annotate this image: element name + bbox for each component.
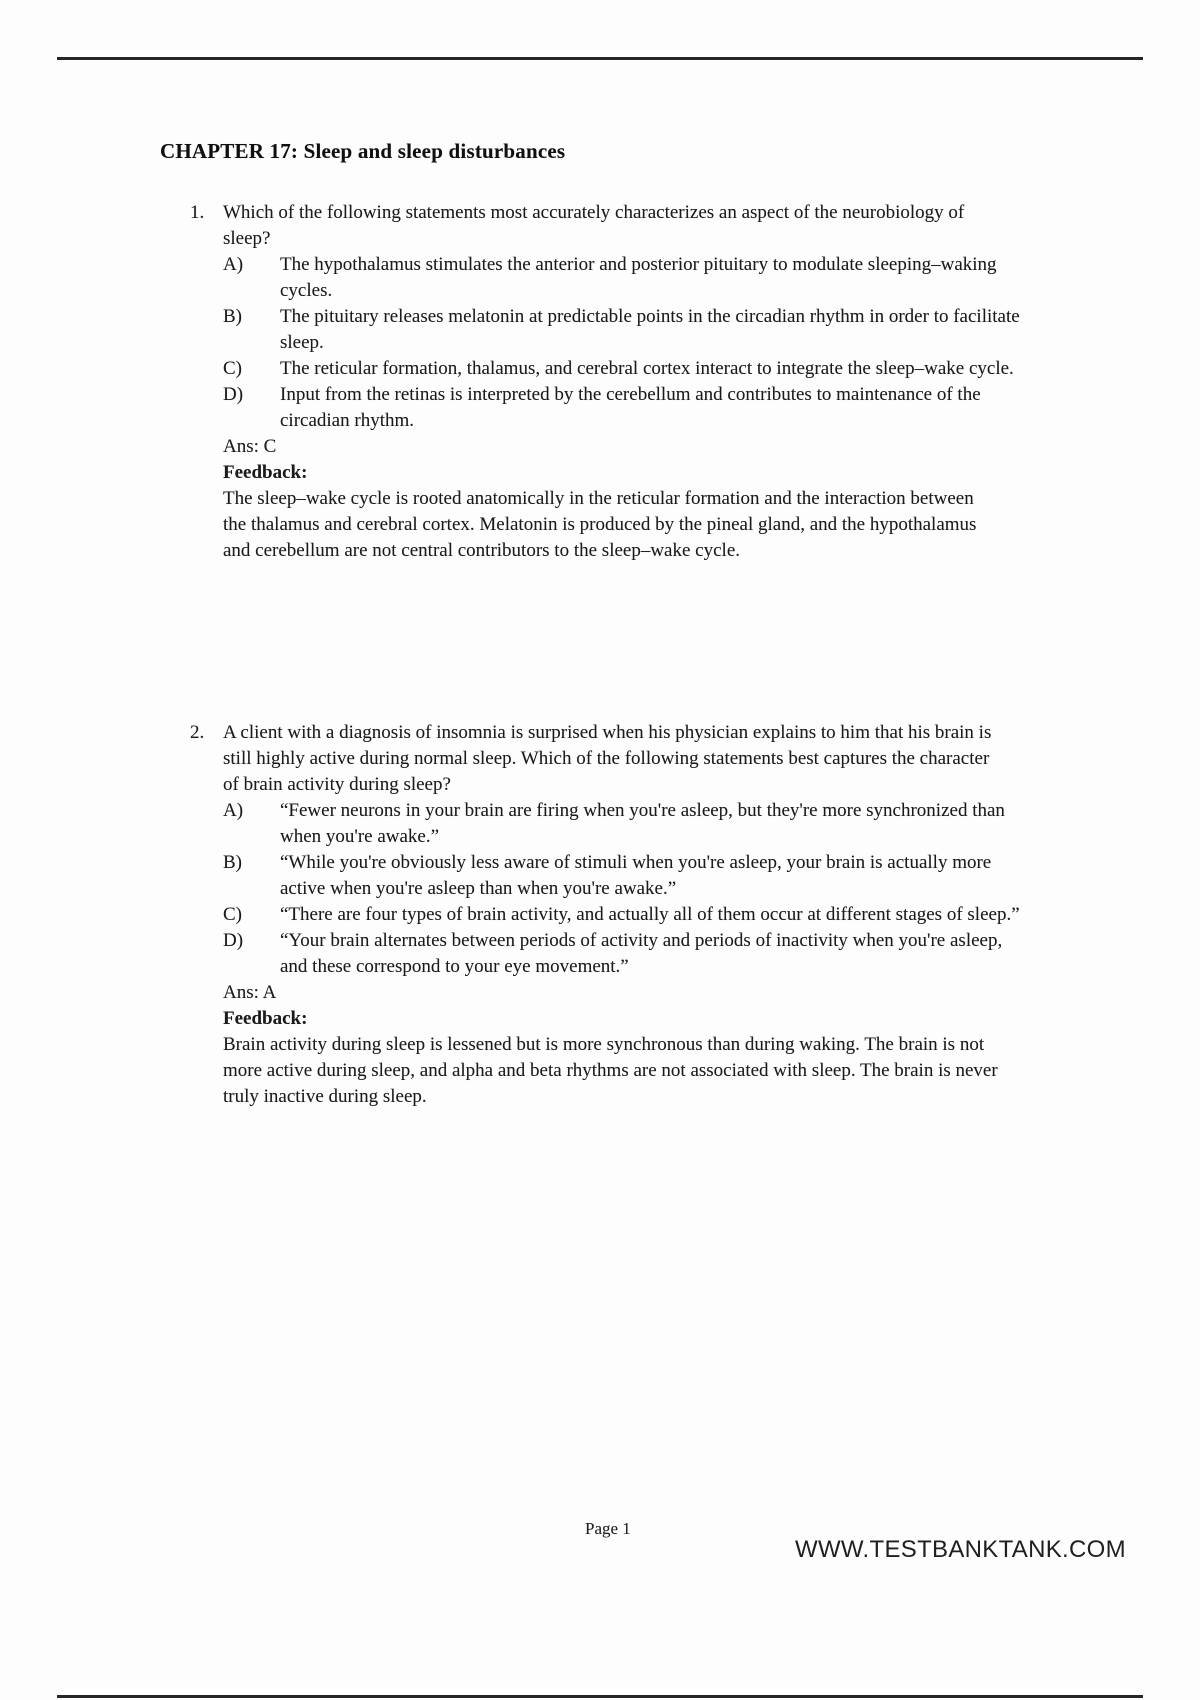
option-letter: A) xyxy=(223,254,244,275)
option-row xyxy=(223,928,1023,980)
header-rule xyxy=(57,57,1143,60)
answer-label: Ans: C xyxy=(223,436,277,457)
question-1 xyxy=(190,200,1023,564)
question-1-body xyxy=(223,200,1023,564)
question-2 xyxy=(190,720,1023,1110)
option-text: “Your brain alternates between periods of activity and periods of inactivity when you're asleep, and these correspond to your eye movement.” xyxy=(280,930,1003,977)
option-row xyxy=(223,356,1023,382)
option-row xyxy=(223,902,1023,928)
option-text: “Fewer neurons in your brain are firing when you're asleep, but they're more synchronized than when you're awake.” xyxy=(280,800,1005,847)
answer-label: Ans: A xyxy=(223,982,277,1003)
option-text: The hypothalamus stimulates the anterior and posterior pituitary to modulate sleeping–waking cycles. xyxy=(280,254,997,301)
question-2-row xyxy=(190,720,1023,1110)
option-letter: C) xyxy=(223,358,242,379)
option-row xyxy=(223,382,1023,434)
feedback-text: The sleep–wake cycle is rooted anatomically in the reticular formation and the interaction between the thalamus and cerebral cortex. Melatonin is produced by the pineal gland, and the hypothalamus and cerebellum are not central contributors to the sleep–wake cycle. xyxy=(223,488,977,561)
watermark-url: WWW.TESTBANKTANK.COM xyxy=(795,1536,1126,1563)
option-text: Input from the retinas is interpreted by the cerebellum and contributes to maintenance of the circadian rhythm. xyxy=(280,384,981,431)
question-1-row xyxy=(190,200,1023,564)
option-text: The reticular formation, thalamus, and cerebral cortex interact to integrate the sleep–wake cycle. xyxy=(280,358,1014,379)
option-row xyxy=(223,252,1023,304)
feedback-text: Brain activity during sleep is lessened but is more synchronous than during waking. The brain is not more active during sleep, and alpha and beta rhythms are not associated with sleep. The brain is never truly inactive during sleep. xyxy=(223,1034,998,1107)
feedback-label: Feedback: xyxy=(223,1008,308,1029)
page-number: Page 1 xyxy=(585,1519,631,1538)
question-2-options xyxy=(223,798,1023,980)
footer-rule xyxy=(57,1695,1143,1698)
option-letter: C) xyxy=(223,904,242,925)
option-letter: D) xyxy=(223,384,244,405)
option-row xyxy=(223,850,1023,902)
option-row xyxy=(223,798,1023,850)
option-row xyxy=(223,304,1023,356)
option-letter: B) xyxy=(223,852,242,873)
question-1-stem: Which of the following statements most accurately characterizes an aspect of the neurobiology of sleep? xyxy=(223,202,965,249)
question-2-number: 2. xyxy=(190,722,205,743)
question-1-options xyxy=(223,252,1023,434)
option-letter: A) xyxy=(223,800,244,821)
option-text: The pituitary releases melatonin at predictable points in the circadian rhythm in order to facilitate sleep. xyxy=(280,306,1020,353)
question-2-stem: A client with a diagnosis of insomnia is surprised when his physician explains to him that his brain is still highly active during normal sleep. Which of the following statements best captures the character of brain activity during sleep? xyxy=(223,722,992,795)
feedback-label: Feedback: xyxy=(223,462,308,483)
question-1-number: 1. xyxy=(190,202,205,223)
option-letter: D) xyxy=(223,930,244,951)
option-letter: B) xyxy=(223,306,242,327)
option-text: “While you're obviously less aware of stimuli when you're asleep, your brain is actually more active when you're asleep than when you're awake.” xyxy=(280,852,992,899)
question-2-body xyxy=(223,720,1023,1110)
chapter-title: CHAPTER 17: Sleep and sleep disturbances xyxy=(160,139,566,163)
option-text: “There are four types of brain activity, and actually all of them occur at different stages of sleep.” xyxy=(280,904,1020,925)
